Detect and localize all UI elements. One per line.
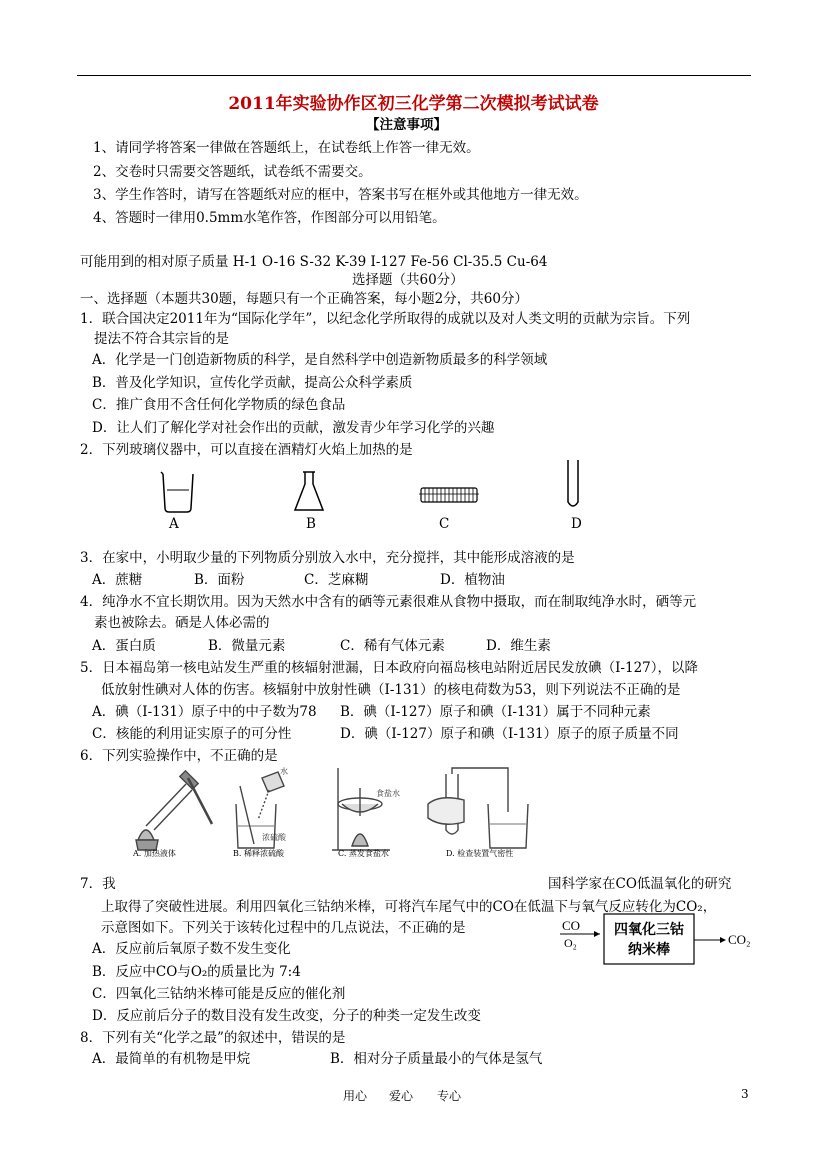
heating-liquid-icon [136, 771, 212, 850]
q7-option-b: B．反应中CO与O₂的质量比为 7:4 [92, 964, 301, 980]
q6-caption-b: B. 稀释浓硫酸 [233, 849, 284, 858]
q2-glassware-figure [155, 460, 595, 536]
footer-word: 爱心 [389, 1089, 414, 1103]
q6-lab-figure [128, 764, 548, 854]
q6-stem: 6．下列实验操作中，不正确的是 [80, 748, 278, 764]
q8-stem: 8．下列有关“化学之最”的叙述中，错误的是 [80, 1030, 346, 1046]
q3-option-b: B．面粉 [194, 572, 245, 588]
q6-salt-label: 食盐水 [376, 789, 400, 798]
q1-option-b: B．普及化学知识，宣传化学贡献，提高公众科学素质 [92, 375, 413, 391]
exam-title: 2011年实验协作区初三化学第二次模拟考试试卷 [228, 94, 599, 114]
q7-option-a: A．反应前后氧原子数不发生变化 [92, 941, 291, 957]
page-number: 3 [741, 1087, 749, 1101]
tray-icon [419, 488, 479, 502]
q7-box-line1: 四氧化三钴 [614, 923, 684, 938]
q2-label-d: D [571, 516, 582, 532]
q4-option-d: D．维生素 [486, 638, 551, 654]
q7-stem-cont2: 示意图如下。下列关于该转化过程中的几点说法，不正确的是 [101, 920, 466, 936]
q6-caption-c: C. 蒸发食盐水 [338, 849, 389, 858]
q6-caption-a: A. 加热液体 [133, 849, 176, 858]
q1-stem-cont: 提法不符合其宗旨的是 [94, 331, 229, 347]
notice-item: 2、交卷时只需要交答题纸，试卷纸不需要交。 [93, 164, 372, 180]
section-instructions: 一、选择题（本题共30题，每题只有一个正确答案，每小题2分，共60分） [80, 291, 528, 307]
q6-caption-d: D. 检查装置气密性 [446, 849, 514, 858]
q7-option-d: D．反应前后分子的数目没有发生改变，分子的种类一定发生改变 [92, 1008, 481, 1024]
q7-stem-cont: 上取得了突破性进展。利用四氧化三钴纳米棒，可将汽车尾气中的CO在低温下与氧气反应转化为CO₂， [101, 899, 717, 915]
header-rule [77, 75, 751, 76]
q6-water-label: 水 [280, 767, 288, 776]
notice-item: 1、请同学将答案一律做在答题纸上，在试卷纸上作答一律无效。 [93, 140, 480, 156]
notice-item: 3、学生作答时，请写在答题纸对应的框中，答案书写在框外或其他地方一律无效。 [93, 187, 588, 203]
evaporating-icon [332, 768, 390, 850]
q4-option-c: C．稀有气体元素 [340, 638, 445, 654]
q8-option-a: A．最简单的有机物是甲烷 [92, 1051, 251, 1067]
q3-option-a: A．蔗糖 [92, 572, 143, 588]
q7-reaction-diagram [548, 912, 763, 970]
q7-stem-start: 7．我 [80, 876, 116, 892]
notice-heading: 【注意事项】 [366, 117, 447, 133]
flask-icon [295, 472, 323, 510]
q7-stem-end: 国科学家在CO低温氧化的研究 [548, 876, 732, 892]
q5-option-a: A．碘（I-131）原子中的中子数为78 [92, 704, 317, 720]
footer-word: 专心 [437, 1089, 462, 1103]
q1-option-d: D．让人们了解化学对社会作出的贡献，激发青少年学习化学的兴趣 [92, 420, 495, 436]
q1-stem: 1．联合国决定2011年为“国际化学年”，以纪念化学所取得的成就以及对人类文明的贡献为宗旨。下列 [80, 311, 691, 327]
q7-in-top: CO [562, 918, 581, 933]
q5-stem: 5．日本福岛第一核电站发生严重的核辐射泄漏，日本政府向福岛核电站附近居民发放碘（I-127），以降 [80, 660, 698, 676]
q2-label-b: B [306, 516, 316, 532]
footer-word: 用心 [343, 1089, 368, 1103]
q2-label-a: A [169, 516, 179, 532]
q4-stem: 4．纯净水不宜长期饮用。因为天然水中含有的硒等元素很难从食物中摄取，而在制取纯净水时，硒等元 [80, 594, 697, 610]
q5-option-d: D．碘（I-127）原子和碘（I-131）原子的原子质量不同 [340, 726, 679, 742]
q4-option-a: A．蛋白质 [92, 638, 156, 654]
q5-option-c: C．核能的利用证实原子的可分性 [92, 726, 292, 742]
q2-stem: 2．下列玻璃仪器中，可以直接在酒精灯火焰上加热的是 [80, 442, 413, 458]
notice-item: 4、答题时一律用0.5mm水笔作答，作图部分可以用铅笔。 [93, 210, 446, 226]
section-heading: 选择题（共60分） [352, 272, 464, 288]
test-tube-icon [568, 460, 578, 506]
q2-label-c: C [439, 516, 450, 532]
q1-option-c: C．推广食用不含任何化学物质的绿色食品 [92, 397, 346, 413]
q8-option-b: B．相对分子质量最小的气体是氢气 [330, 1051, 543, 1067]
beaker-icon [161, 472, 193, 512]
q4-stem-cont: 素也被除去。硒是人体必需的 [94, 615, 270, 631]
q7-option-c: C．四氧化三钴纳米棒可能是反应的催化剂 [92, 986, 346, 1002]
q4-option-b: B．微量元素 [208, 638, 286, 654]
q7-in-bottom: O₂ [564, 936, 577, 950]
q1-option-a: A．化学是一门创造新物质的科学，是自然科学中创造新物质最多的科学领域 [92, 352, 548, 368]
q3-option-d: D．植物油 [440, 572, 505, 588]
q5-option-b: B．碘（I-127）原子和碘（I-131）属于不同种元素 [340, 704, 651, 720]
q3-stem: 3．在家中，小明取少量的下列物质分别放入水中，充分搅拌，其中能形成溶液的是 [80, 550, 575, 566]
airtightness-icon [428, 768, 528, 848]
atomic-masses: 可能用到的相对原子质量 H-1 O-16 S-32 K-39 I-127 Fe-56 Cl-35.5 Cu-64 [80, 254, 548, 270]
q3-option-c: C．芝麻糊 [304, 572, 369, 588]
q5-stem-cont: 低放射性碘对人体的伤害。核辐射中放射性碘（I-131）的核电荷数为53，则下列说法不正确的是 [101, 682, 681, 698]
q7-box-line2: 纳米棒 [628, 943, 670, 958]
q7-out: CO₂ [728, 932, 751, 947]
q6-acid-label: 浓硫酸 [262, 833, 286, 842]
